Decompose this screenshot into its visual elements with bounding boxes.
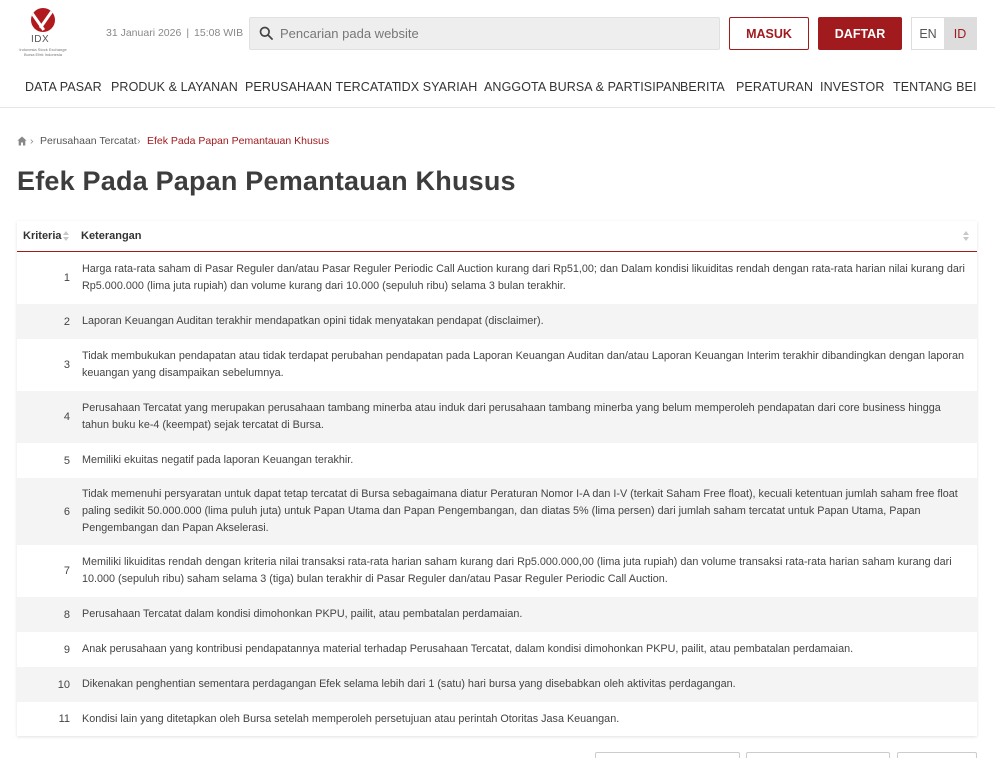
- main-nav: [0, 76, 995, 100]
- nav-item-berita[interactable]: BERITA: [680, 80, 725, 94]
- sort-icon[interactable]: [63, 231, 70, 241]
- row-kriteria: 8: [63, 608, 70, 621]
- table-row: [17, 478, 977, 545]
- logo-text: IDX: [31, 34, 50, 45]
- search-icon: [259, 26, 273, 40]
- current-date: 31 Januari 2026: [106, 27, 182, 39]
- row-kriteria: 7: [63, 565, 70, 577]
- login-button[interactable]: MASUK: [729, 17, 809, 50]
- row-keterangan: Laporan Keuangan Auditan terakhir mendapatkan opini tidak menyatakan pendapat (disclaimer).: [82, 315, 544, 327]
- row-kriteria: 11: [58, 713, 70, 725]
- row-keterangan: Perusahaan Tercatat dalam kondisi dimohonkan PKPU, pailit, atau pembatalan perdamaian.: [82, 608, 523, 620]
- nav-item-produk-layanan[interactable]: PRODUK & LAYANAN: [111, 80, 238, 94]
- site-header: [0, 0, 995, 108]
- table-row: [17, 632, 977, 667]
- lang-en-button[interactable]: EN: [919, 26, 937, 41]
- idx-logo-mark: [31, 8, 55, 32]
- nav-item-perusahaan-tercatat[interactable]: PERUSAHAAN TERCATAT: [245, 80, 400, 94]
- logo-tagline: Indonesia Stock Exchange Bursa Efek Indonesia: [19, 47, 67, 57]
- table-row: [17, 702, 977, 736]
- row-keterangan: Harga rata-rata saham di Pasar Reguler dan/atau Pasar Reguler Periodic Call Auction kurang dari Rp51,00; dan Dalam kondisi likuiditas rendah dengan rata-rata harian nilai kurang dari Rp5.000.000 (lima juta rupiah) dan volume kurang dari 10.000 (sepuluh ribu) selama 3 bulan terakhir.: [82, 263, 965, 292]
- table-row: [17, 252, 977, 304]
- row-keterangan: Tidak memenuhi persyaratan untuk dapat tetap tercatat di Bursa sebagaimana diatur Peraturan Nomor I-A dan I-V (terkait Saham Free float), kecuali ketentuan jumlah saham free float paling sedikit 50.000.000 (lima puluh juta) untuk Papan Utama dan Papan Pengembangan, dan diatas 5% (lima persen) dari jumlah saham tercatat untuk Papan Utama, Papan Pengembangan dan Papan Akselerasi.: [82, 488, 958, 534]
- nav-item-anggota-bursa[interactable]: ANGGOTA BURSA & PARTISIPAN: [484, 80, 681, 94]
- nav-item-data-pasar[interactable]: DATA PASAR: [25, 80, 102, 94]
- row-kriteria: 4: [63, 411, 70, 423]
- row-keterangan: Kondisi lain yang ditetapkan oleh Bursa setelah memperoleh persetujuan atau perintah Otoritas Jasa Keuangan.: [82, 712, 620, 725]
- sort-icon[interactable]: [963, 231, 970, 241]
- current-time: 15:08 WIB: [194, 27, 244, 39]
- table-header: [17, 221, 977, 252]
- row-kriteria: 3: [63, 359, 70, 371]
- nav-item-peraturan[interactable]: PERATURAN: [736, 80, 814, 94]
- row-kriteria: 9: [63, 643, 70, 656]
- table-row: [17, 597, 977, 632]
- pagination-button[interactable]: [595, 752, 740, 758]
- home-icon[interactable]: [17, 136, 27, 146]
- page-title: Efek Pada Papan Pemantauan Khusus: [17, 166, 516, 196]
- search-box[interactable]: [249, 17, 720, 50]
- column-header-kriteria[interactable]: Kriteria: [23, 230, 62, 242]
- table-row: [17, 667, 977, 702]
- row-kriteria: 5: [63, 454, 70, 467]
- breadcrumb-item-current: Efek Pada Papan Pemantauan Khusus: [147, 135, 330, 147]
- lang-id-button[interactable]: ID: [944, 18, 976, 49]
- register-button[interactable]: DAFTAR: [818, 17, 902, 50]
- row-keterangan: Tidak membukukan pendapatan atau tidak terdapat perubahan pendapatan pada Laporan Keuangan Auditan dan/atau Laporan Keuangan Interim terakhir dibandingkan dengan laporan keuangan yang disampaikan sebelumnya.: [82, 350, 965, 379]
- nav-item-idx-syariah[interactable]: IDX SYARIAH: [398, 80, 478, 94]
- row-kriteria: 2: [63, 315, 70, 328]
- row-keterangan: Memiliki likuiditas rendah dengan kriteria nilai transaksi rata-rata harian saham kurang dari Rp5.000.000,00 (lima juta rupiah) dan volume transaksi rata-rata harian saham kurang dari 10.000 (sepuluh ribu) saham selama 3 (tiga) bulan terakhir di Pasar Reguler dan/atau Pasar Reguler Periodic Call Auction.: [82, 556, 952, 585]
- idx-logo[interactable]: [16, 8, 70, 62]
- breadcrumb-item-perusahaan-tercatat[interactable]: Perusahaan Tercatat: [40, 135, 137, 147]
- row-kriteria: 10: [57, 678, 70, 691]
- search-input[interactable]: [280, 18, 710, 49]
- pagination-button[interactable]: [746, 752, 890, 758]
- row-kriteria: 6: [63, 505, 70, 518]
- row-keterangan: Memiliki ekuitas negatif pada laporan Keuangan terakhir.: [82, 454, 354, 466]
- date-time: 31 Januari 2026 | 15:08 WIB: [106, 27, 244, 39]
- row-keterangan: Dikenakan penghentian sementara perdagangan Efek selama lebih dari 1 (satu) hari bursa yang disebabkan oleh aktivitas perdagangan.: [82, 678, 736, 690]
- breadcrumb-separator: ›: [137, 135, 141, 147]
- breadcrumb-separator: ›: [30, 135, 34, 147]
- table-row: [17, 443, 977, 478]
- nav-item-investor[interactable]: INVESTOR: [820, 80, 885, 94]
- row-keterangan: Perusahaan Tercatat yang merupakan perusahaan tambang minerba atau induk dari perusahaan tambang minerba yang belum memperoleh pendapatan dari core business hingga tahun buku ke-4 (keempat) sejak tercatat di Bursa.: [82, 402, 941, 431]
- language-switcher: [911, 17, 977, 50]
- table-row: [17, 304, 977, 339]
- column-header-keterangan[interactable]: Keterangan: [81, 230, 142, 242]
- table-row: [17, 339, 977, 391]
- pagination-button[interactable]: [897, 752, 977, 758]
- table-row: [17, 545, 977, 597]
- table-row: [17, 391, 977, 443]
- row-kriteria: 1: [63, 272, 70, 284]
- row-keterangan: Anak perusahaan yang kontribusi pendapatannya material terhadap Perusahaan Tercatat, dalam kondisi dimohonkan PKPU, pailit, atau pembatalan perdamaian.: [82, 643, 854, 655]
- criteria-table: [17, 221, 977, 736]
- nav-item-tentang-bei[interactable]: TENTANG BEI: [893, 80, 977, 94]
